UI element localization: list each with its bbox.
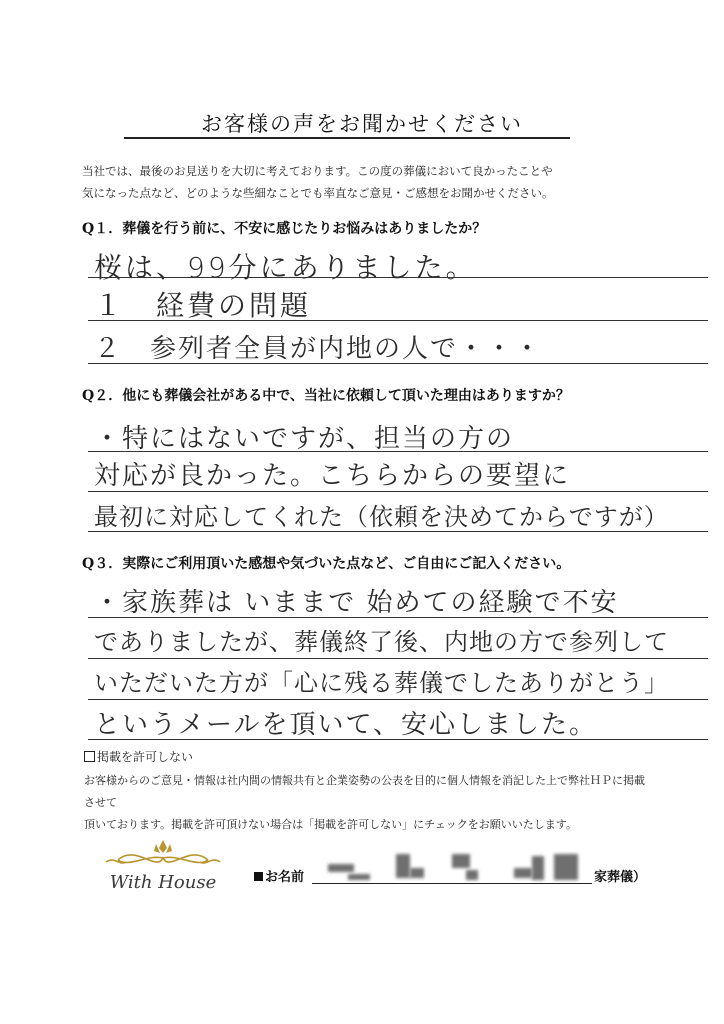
q3-answer-line-1: ・家族葬は いままで 始めての経験で不安 <box>94 588 619 618</box>
redacted-name <box>318 850 588 884</box>
question-2-label: Q２．他にも葬儀会社がある中で、当社に依頼して頂いた理由はありますか？ <box>82 388 570 404</box>
q1-rule-1 <box>88 277 708 278</box>
q3-answer-line-4: というメールを頂いて、安心しました。 <box>94 710 597 740</box>
question-1-label: Q１．葬儀を行う前に、不安に感じたりお悩みはありましたか？ <box>82 221 487 237</box>
q1-rule-3 <box>88 363 708 364</box>
page-title: お客様の声をお聞かせください <box>201 112 523 136</box>
q3-answer-line-3: いただいた方が「心に残る葬儀でしたありがとう」 <box>94 669 669 697</box>
consent-checkbox[interactable] <box>84 751 95 762</box>
intro-line-2: 気になった点など、どのような些細なことでも率直なご意見・ご感想をお聞かせください。 <box>82 186 554 200</box>
q2-answer-line-2: 対応が良かった。こちらからの要望に <box>94 461 571 491</box>
consent-checkbox-row[interactable] <box>84 748 193 765</box>
q1-answer-line-1: 桜は、99分にありました。 <box>94 251 477 284</box>
q2-answer-line-1: ・特にはないですが、担当の方の <box>94 424 515 454</box>
q1-answer-line-2: １ 経費の問題 <box>94 289 312 322</box>
q3-rule-1 <box>88 617 708 618</box>
intro-text <box>82 160 662 204</box>
logo-wordmark: With House <box>109 872 217 893</box>
intro-line-1: 当社では、最後のお見送りを大切に考えております。この度の葬儀において良かったことや <box>82 164 553 178</box>
name-label-text: お名前 <box>265 870 305 885</box>
q3-rule-2 <box>88 658 708 659</box>
q3-rule-3 <box>88 699 708 700</box>
q3-rule-4 <box>88 739 708 740</box>
q3-answer-line-2: でありましたが、葬儀終了後、内地の方で参列して <box>94 628 669 656</box>
q2-rule-3 <box>88 531 708 532</box>
name-square-icon <box>254 872 263 881</box>
name-label <box>254 866 304 885</box>
q2-rule-1 <box>88 451 708 452</box>
name-suffix: 家葬儀） <box>594 870 647 885</box>
consent-notice-line-2: 頂いております。掲載を許可頂けない場合は「掲載を許可しない」にチェックをお願いいたします。 <box>84 818 577 831</box>
title-underline <box>124 137 570 139</box>
question-3-label: Q３．実際にご利用頂いた感想や気づいた点など、ご自由にご記入ください。 <box>82 556 571 572</box>
consent-notice <box>84 770 654 836</box>
consent-checkbox-label: 掲載を許可しない <box>97 750 194 764</box>
q2-rule-2 <box>88 491 708 492</box>
q1-rule-2 <box>88 320 708 321</box>
q1-answer-line-3: ２ 参列者全員が内地の人で・・・ <box>94 334 543 364</box>
q2-answer-line-3: 最初に対応してくれた（依頼を決めてからですが） <box>94 503 669 531</box>
consent-notice-line-1: お客様からのご意見・情報は社内間の情報共有と企業姿勢の公表を目的に個人情報を消記した上で弊社ＨＰに掲載させて <box>84 774 645 809</box>
